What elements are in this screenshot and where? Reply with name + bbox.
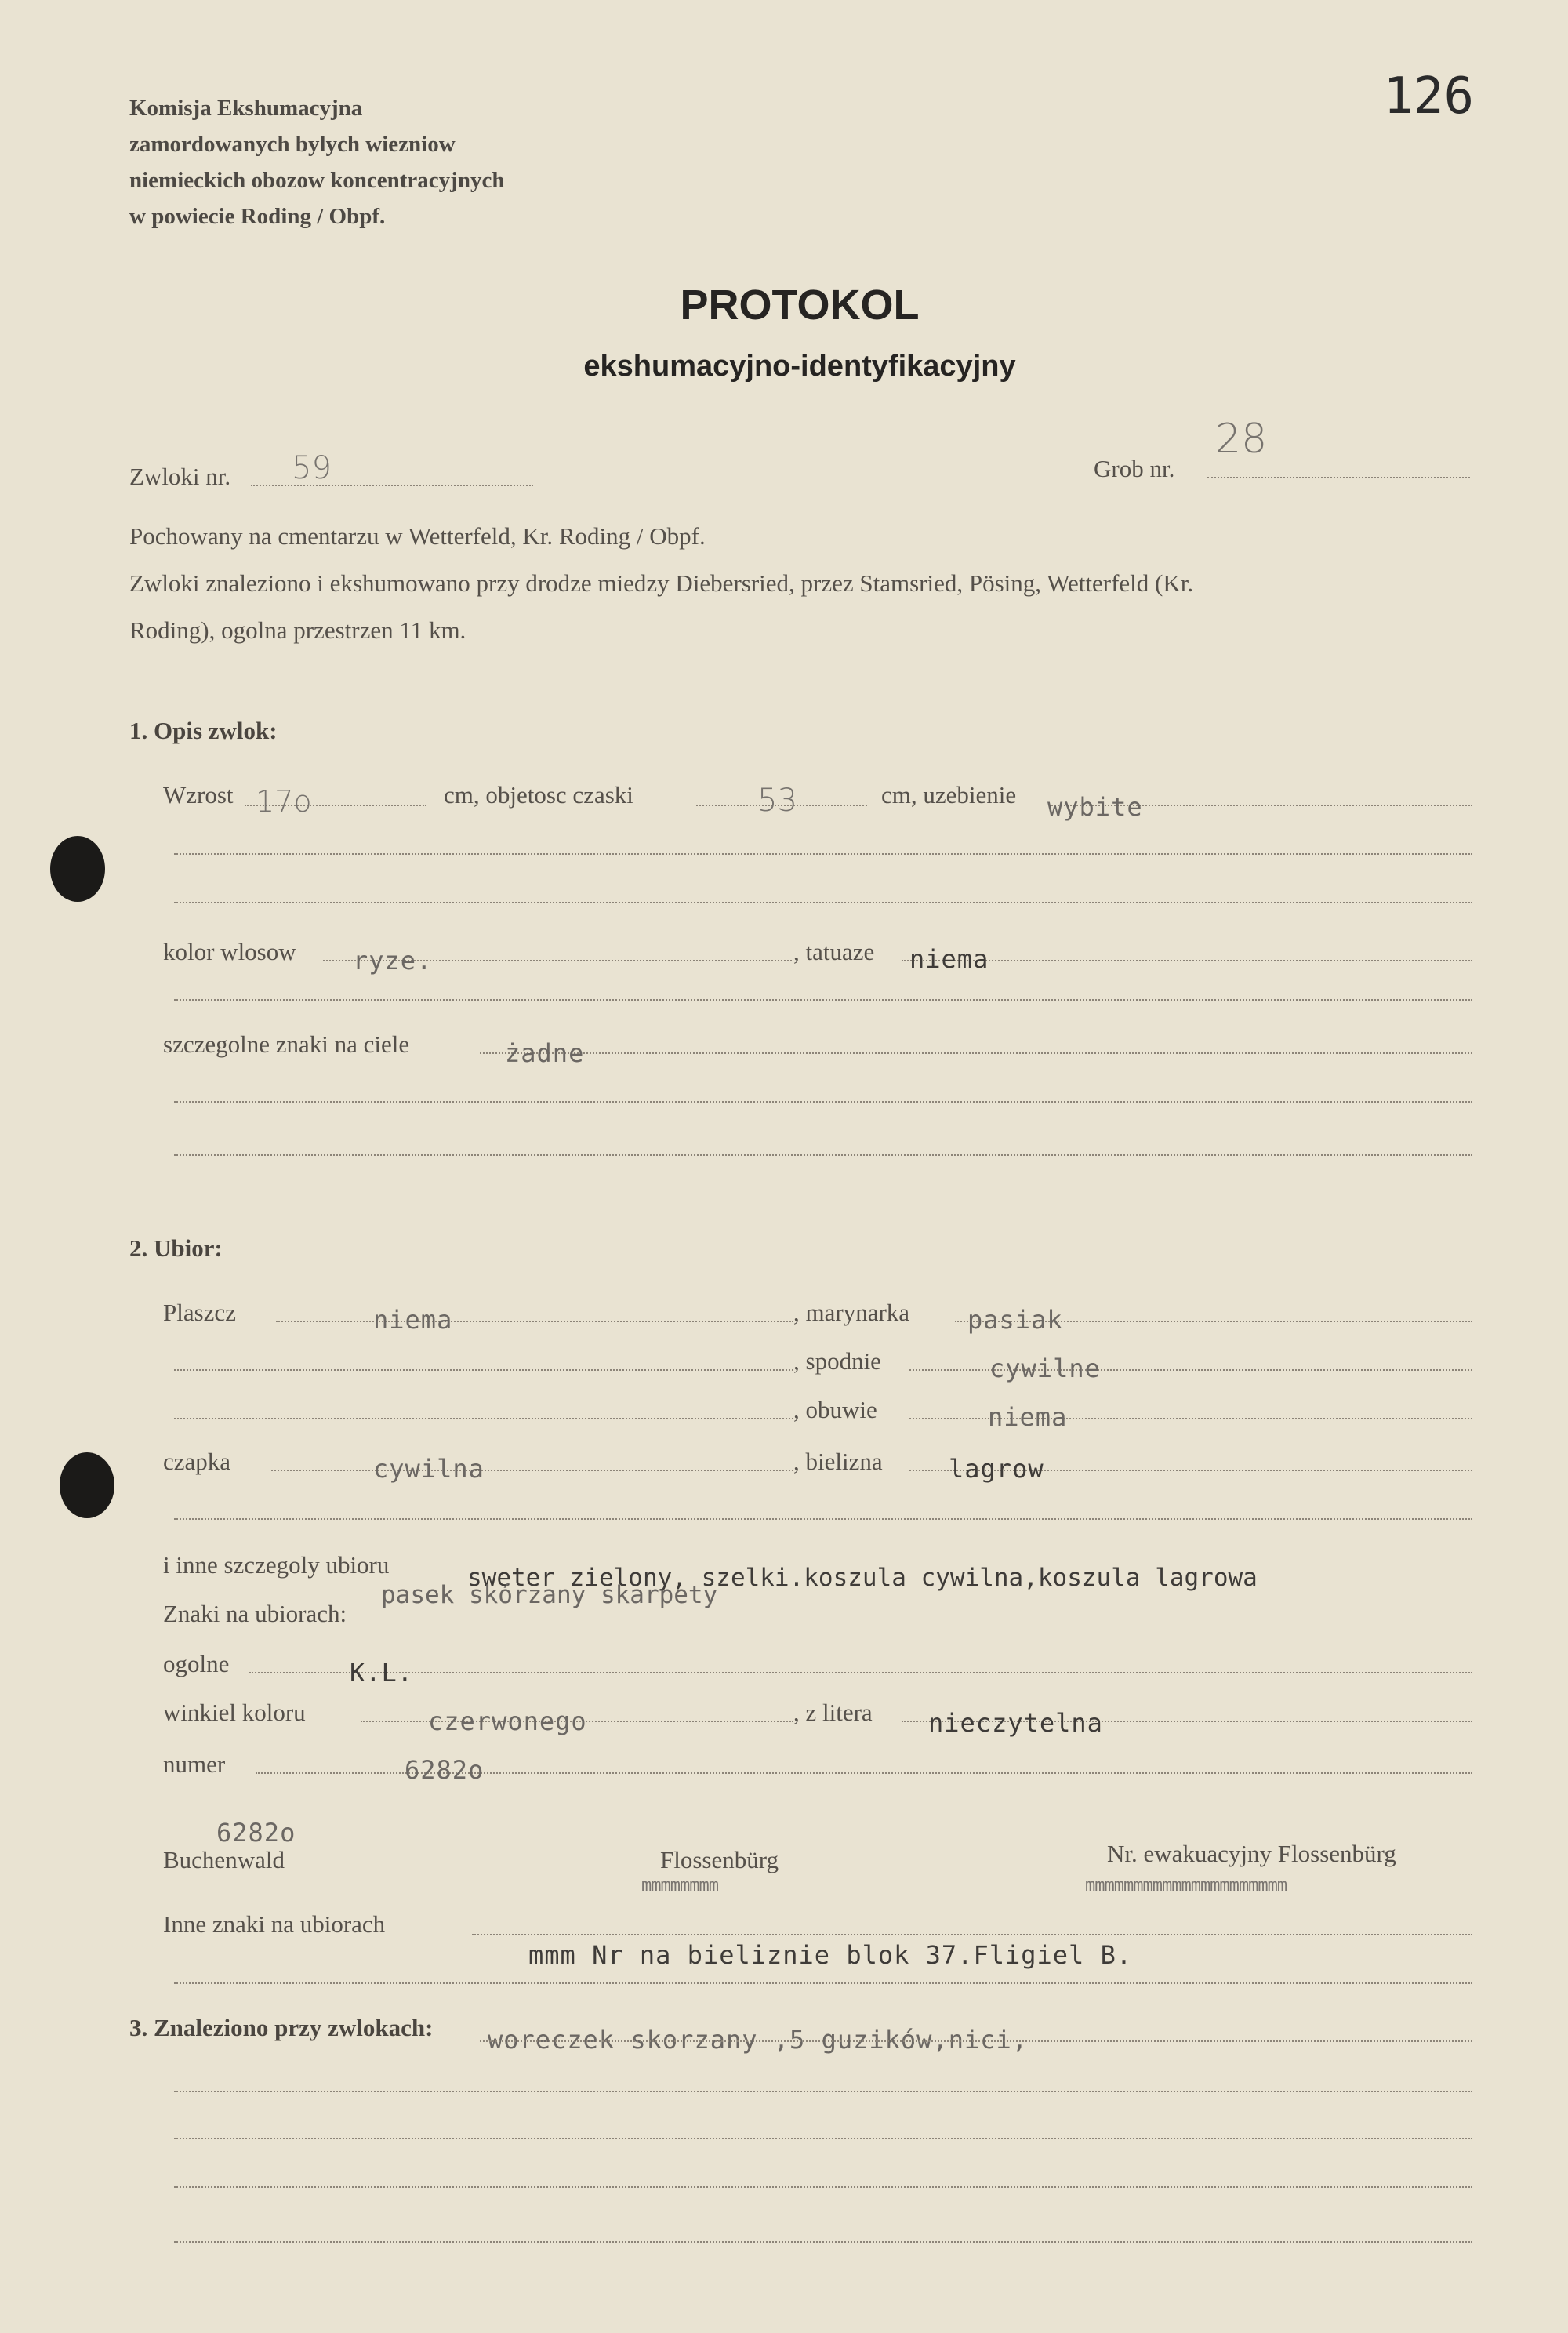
wzrost-value: 17o [256, 784, 312, 819]
header-line-3: niemieckich obozow koncentracyjnych [129, 168, 505, 193]
opis-blank-line-4 [174, 1101, 1472, 1103]
spodnie-value: cywilne [989, 1354, 1101, 1383]
inne-szczegoly-label: i inne szczegoly ubioru [163, 1551, 390, 1579]
opis-blank-line-2 [174, 902, 1472, 903]
grob-line [1207, 477, 1470, 478]
bielizna-label: , bielizna [793, 1448, 883, 1475]
kolor-wlosow-label: kolor wlosow [163, 938, 296, 965]
header-line-4: w powiecie Roding / Obpf. [129, 204, 386, 229]
spodnie-left-line [174, 1369, 793, 1371]
kolor-wlosow-value: ryze. [353, 946, 433, 976]
inne-znaki-line [472, 1934, 1472, 1935]
znaleziono-blank-line-1 [174, 2091, 1472, 2092]
znaki-ciele-label: szczegolne znaki na ciele [163, 1030, 410, 1058]
znaki-ciele-line [480, 1052, 1472, 1054]
marynarka-label: , marynarka [793, 1299, 910, 1326]
intro-line-2: Zwloki znaleziono i ekshumowano przy drodze miedzy Diebersried, przez Stamsried, Pösing, Wetterfeld (Kr. [129, 569, 1194, 597]
czapka-line [271, 1470, 793, 1471]
flossenburg-label: Flossenbürg [660, 1846, 779, 1873]
wzrost-label: Wzrost [163, 781, 234, 809]
znaki-ubiorach-label: Znaki na ubiorach: [163, 1600, 347, 1627]
znaleziono-blank-line-4 [174, 2241, 1472, 2243]
tatuaze-value: niema [909, 944, 989, 974]
grob-label: Grob nr. [1094, 455, 1175, 482]
ewakuacyjny-label: Nr. ewakuacyjny Flossenbürg [1107, 1840, 1396, 1867]
znaleziono-blank-line-3 [174, 2186, 1472, 2188]
intro-line-1: Pochowany na cmentarzu w Wetterfeld, Kr. Roding / Obpf. [129, 522, 706, 550]
czapka-value: cywilna [373, 1454, 485, 1484]
plaszcz-line [276, 1321, 793, 1322]
inne-szczegoly-value-2: pasek skórzany skarpety [381, 1581, 718, 1609]
header-line-1: Komisja Ekshumacyjna [129, 96, 363, 121]
obuwie-value: niema [988, 1402, 1068, 1432]
section1-heading: 1. Opis zwlok: [129, 717, 278, 744]
znaleziono-blank-line-2 [174, 2138, 1472, 2139]
uzebienie-value: wybite [1047, 792, 1143, 822]
buchenwald-label: Buchenwald [163, 1846, 285, 1873]
marynarka-value: pasiak [967, 1305, 1063, 1335]
document-subtitle: ekshumacyjno-identyfikacyjny [583, 350, 1016, 383]
ogolne-label: ogolne [163, 1650, 230, 1677]
plaszcz-label: Plaszcz [163, 1299, 236, 1326]
flossenburg-mark: mmmmmmmm [641, 1876, 718, 1895]
litera-value: nieczytelna [928, 1708, 1103, 1738]
plaszcz-value: niema [373, 1305, 453, 1335]
inne-znaki-value: mmm Nr na bieliznie blok 37.Fligiel B. [528, 1940, 1133, 1970]
opis-blank-line-3 [174, 999, 1472, 1001]
ogolne-line [249, 1672, 1472, 1673]
obuwie-label: , obuwie [793, 1396, 877, 1423]
numer-label: numer [163, 1750, 226, 1778]
winkiel-value: czerwonego [428, 1706, 587, 1736]
binder-hole-bottom [60, 1452, 114, 1518]
ewakuacyjny-mark: mmmmmmmmmmmmmmmmmmmmm [1085, 1876, 1287, 1895]
cm-objetosc-label: cm, objetosc czaski [444, 781, 633, 809]
tatuaze-label: , tatuaze [793, 938, 875, 965]
opis-blank-line-1 [174, 853, 1472, 855]
spodnie-label: , spodnie [793, 1347, 881, 1375]
bielizna-value: lagrow [949, 1454, 1044, 1484]
zwloki-value: 59 [292, 450, 332, 486]
intro-line-3: Roding), ogolna przestrzen 11 km. [129, 616, 466, 644]
ogolne-value: K.L. [350, 1658, 414, 1688]
document-title: PROTOKOL [680, 282, 920, 329]
inne-znaki-label: Inne znaki na ubiorach [163, 1910, 386, 1938]
header-line-2: zamordowanych bylych wiezniow [129, 132, 456, 157]
znaleziono-line [480, 2040, 1472, 2042]
opis-blank-line-5 [174, 1154, 1472, 1156]
ubior-blank-line [174, 1518, 1472, 1520]
cm-uzebienie-label: cm, uzebienie [881, 781, 1017, 809]
grob-value: 28 [1215, 416, 1268, 463]
section3-value: woreczek skorzany ,5 guzików,nici, [488, 2025, 1029, 2055]
znaki-ciele-value: żadne [505, 1038, 585, 1068]
czaska-value: 53 [757, 783, 797, 819]
inne-szczegoly-value-1: sweter zielony, szelki.koszula cywilna,koszula lagrowa [467, 1564, 1258, 1592]
litera-label: , z litera [793, 1699, 873, 1726]
winkiel-label: winkiel koloru [163, 1699, 306, 1726]
section2-heading: 2. Ubior: [129, 1234, 223, 1262]
page-number: 126 [1383, 67, 1474, 125]
binder-hole-top [50, 836, 105, 902]
section3-heading: 3. Znaleziono przy zwlokach: [129, 2014, 434, 2041]
ubior-blank-line-2 [174, 1982, 1472, 1984]
numer-value: 6282o [405, 1755, 485, 1785]
zwloki-label: Zwloki nr. [129, 463, 231, 490]
buchenwald-number: 6282o [216, 1818, 296, 1848]
obuwie-left-line [174, 1418, 793, 1419]
czapka-label: czapka [163, 1448, 231, 1475]
